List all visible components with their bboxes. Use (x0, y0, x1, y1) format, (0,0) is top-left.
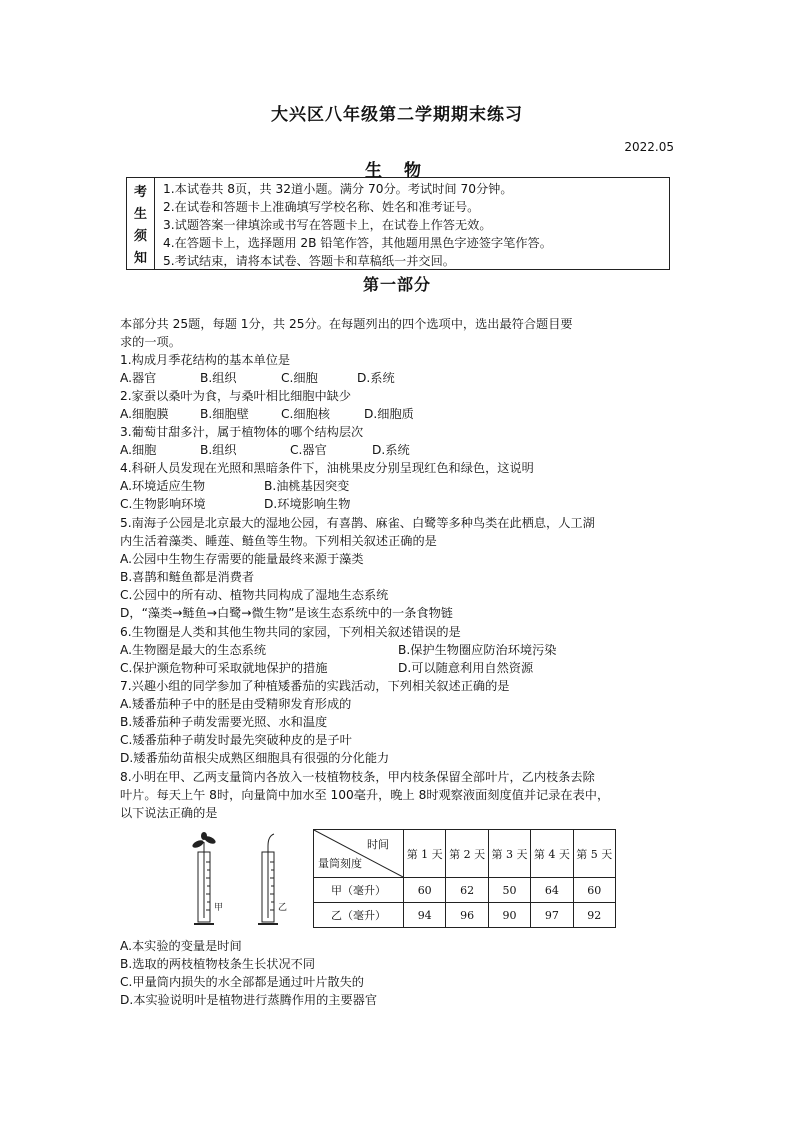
table-row-label: 乙（毫升） (314, 903, 404, 928)
question-2-option-d: D.细胞质 (364, 407, 414, 421)
question-3-option-b: B.组织 (200, 443, 237, 457)
question-3-option-c: C.器官 (290, 443, 327, 457)
table-header-time: 时间 (367, 838, 389, 851)
question-1-option-b: B.组织 (200, 371, 237, 385)
question-7-option-a: A.矮番茄种子中的胚是由受精卵发育形成的 (120, 697, 352, 711)
table-day-header: 第 4 天 (531, 830, 573, 878)
table-cell: 90 (488, 903, 530, 928)
question-6-stem: 6.生物圈是人类和其他生物共同的家园，下列相关叙述错误的是 (120, 625, 461, 639)
question-4-option-b: B.油桃基因突变 (264, 479, 350, 493)
question-8-stem: 以下说法正确的是 (120, 806, 218, 820)
question-5-option-b: B.喜鹊和鲢鱼都是消费者 (120, 570, 255, 584)
table-cell: 96 (446, 903, 488, 928)
table-cell: 60 (573, 878, 615, 903)
notice-item: 1.本试卷共 8页，共 32道小题。满分 70分。考试时间 70分钟。 (163, 182, 513, 196)
table-row-label: 甲（毫升） (314, 878, 404, 903)
question-5-stem: 内生活着藻类、睡莲、鲢鱼等生物。下列相关叙述正确的是 (120, 534, 437, 548)
notice-item: 4.在答题卡上，选择题用 2B 铅笔作答，其他题用黑色字迹签字笔作答。 (163, 236, 552, 250)
exam-notice-box (126, 177, 670, 270)
notice-label-char: 知 (133, 250, 147, 266)
question-7-stem: 7.兴趣小组的同学参加了种植矮番茄的实践活动，下列相关叙述正确的是 (120, 679, 510, 693)
part-intro: 本部分共 25题，每题 1分，共 25分。在每题列出的四个选项中，选出最符合题目要 (120, 317, 573, 331)
question-3-stem: 3.葡萄甘甜多汁，属于植物体的哪个结构层次 (120, 425, 364, 439)
question-6-option-b: B.保护生物圈应防治环境污染 (398, 643, 557, 657)
question-4-option-c: C.生物影响环境 (120, 497, 206, 511)
table-cell: 50 (488, 878, 530, 903)
question-7-option-c: C.矮番茄种子萌发时最先突破种皮的是子叶 (120, 733, 352, 747)
question-2-stem: 2.家蚕以桑叶为食，与桑叶相比细胞中缺少 (120, 389, 352, 403)
question-1-option-c: C.细胞 (281, 371, 318, 385)
question-8-option-b: B.选取的两枝植物枝条生长状况不同 (120, 957, 316, 971)
table-cell: 64 (531, 878, 573, 903)
table-cell: 97 (531, 903, 573, 928)
question-4-option-a: A.环境适应生物 (120, 479, 206, 493)
cylinder-yi (258, 834, 278, 924)
question-5-option-a: A.公园中生物生存需要的能量最终来源于藻类 (120, 552, 364, 566)
question-6-option-c: C.保护濒危物种可采取就地保护的措施 (120, 661, 328, 675)
question-7-option-b: B.矮番茄种子萌发需要光照、水和温度 (120, 715, 328, 729)
notice-item: 2.在试卷和答题卡上准确填写学校名称、姓名和准考证号。 (163, 200, 480, 214)
table-diagonal-header (314, 830, 404, 878)
question-5-option-c: C.公园中的所有动、植物共同构成了湿地生态系统 (120, 588, 389, 602)
question-2-option-a: A.细胞膜 (120, 407, 169, 421)
notice-items (163, 180, 665, 270)
graduated-cylinders-figure (190, 832, 300, 932)
question-6-option-d: D.可以随意利用自然资源 (398, 661, 534, 675)
table-cell: 92 (573, 903, 615, 928)
table-header-scale: 量筒刻度 (318, 857, 362, 870)
question-1-option-a: A.器官 (120, 371, 157, 385)
notice-item: 3.试题答案一律填涂或书写在答题卡上，在试卷上作答无效。 (163, 218, 492, 232)
table-day-header: 第 2 天 (446, 830, 488, 878)
notice-label (127, 178, 155, 269)
table-day-header: 第 5 天 (573, 830, 615, 878)
question-5-option-d: D，“藻类→鲢鱼→白鹭→微生物”是该生态系统中的一条食物链 (120, 606, 453, 620)
question-5-stem: 5.南海子公园是北京最大的湿地公园，有喜鹊、麻雀、白鹭等多种鸟类在此栖息，人工湖 (120, 516, 595, 530)
figure-label-yi: 乙 (278, 903, 288, 913)
question-3-option-a: A.细胞 (120, 443, 157, 457)
table-cell: 60 (404, 878, 446, 903)
figure-label-jia: 甲 (214, 903, 224, 913)
question-3-option-d: D.系统 (372, 443, 410, 457)
notice-item: 5.考试结束，请将本试卷、答题卡和草稿纸一并交回。 (163, 254, 455, 268)
notice-label-char: 须 (133, 228, 147, 244)
observation-table (313, 829, 616, 928)
table-row (314, 878, 616, 903)
question-8-option-d: D.本实验说明叶是植物进行蒸腾作用的主要器官 (120, 993, 378, 1007)
cylinder-jia (194, 842, 214, 924)
question-1-option-d: D.系统 (357, 371, 395, 385)
table-day-header: 第 1 天 (404, 830, 446, 878)
notice-label-char: 考 (133, 185, 147, 201)
question-2-option-c: C.细胞核 (281, 407, 330, 421)
question-1-stem: 1.构成月季花结构的基本单位是 (120, 353, 291, 367)
question-8-option-c: C.甲量筒内损失的水全部都是通过叶片散失的 (120, 975, 364, 989)
question-8-stem: 叶片。每天上午 8时，向量筒中加水至 100毫升，晚上 8时观察液面刻度值并记录在表中， (120, 788, 610, 802)
question-7-option-d: D.矮番茄幼苗根尖成熟区细胞具有很强的分化能力 (120, 751, 390, 765)
exam-title: 大兴区八年级第二学期期末练习 (271, 105, 523, 125)
table-cell: 94 (404, 903, 446, 928)
table-day-header: 第 3 天 (488, 830, 530, 878)
table-cell: 62 (446, 878, 488, 903)
table-row (314, 903, 616, 928)
question-4-option-d: D.环境影响生物 (264, 497, 351, 511)
question-8-option-a: A.本实验的变量是时间 (120, 939, 242, 953)
question-8-stem: 8.小明在甲、乙两支量筒内各放入一枝植物枝条，甲内枝条保留全部叶片，乙内枝条去除 (120, 770, 595, 784)
part-intro: 求的一项。 (120, 335, 181, 349)
part-title: 第一部分 (362, 275, 431, 294)
question-4-stem: 4.科研人员发现在光照和黑暗条件下，油桃果皮分别呈现红色和绿色，这说明 (120, 461, 534, 475)
question-6-option-a: A.生物圈是最大的生态系统 (120, 643, 267, 657)
subject-title: 生 物 (365, 161, 429, 181)
notice-label-char: 生 (133, 207, 147, 223)
question-2-option-b: B.细胞壁 (200, 407, 249, 421)
exam-date: 2022.05 (624, 140, 674, 154)
